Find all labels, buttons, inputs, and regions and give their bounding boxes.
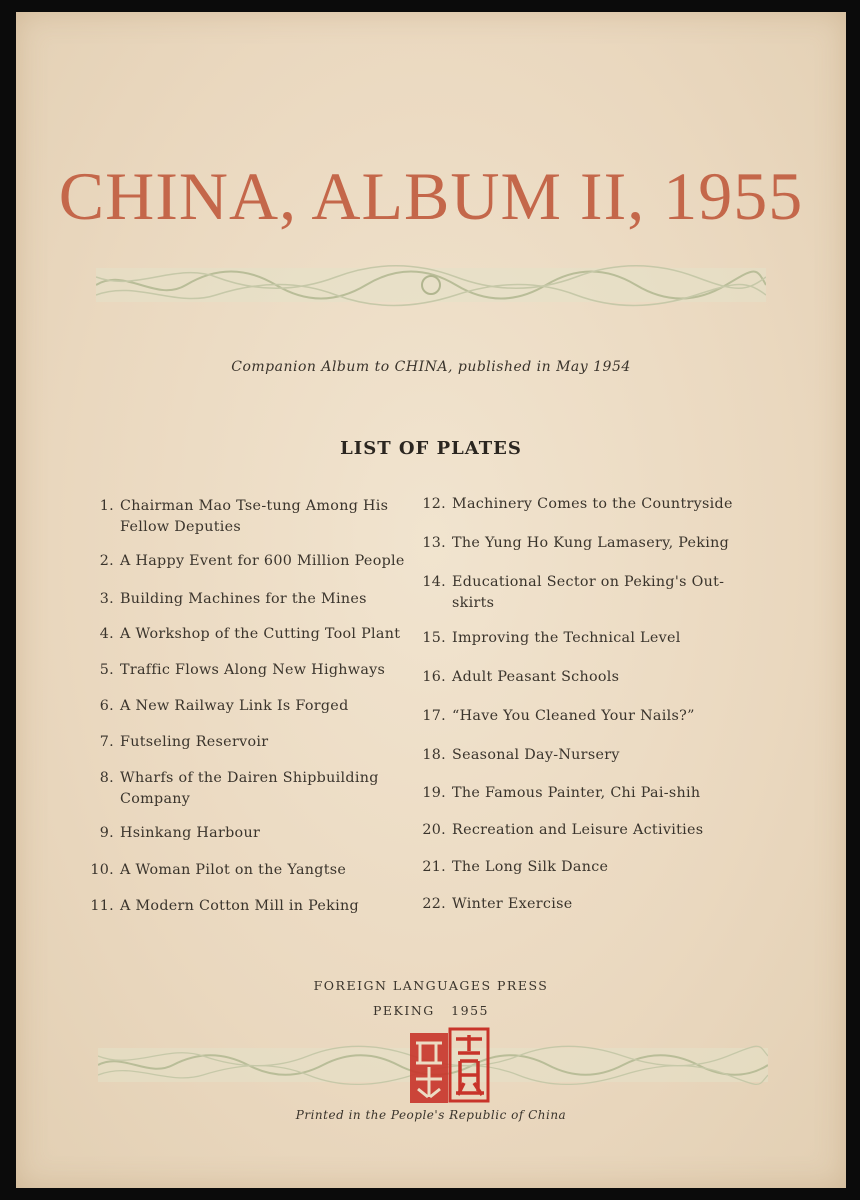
plate-number: 14.	[422, 574, 446, 590]
plate-number: 16.	[422, 669, 446, 685]
album-page	[16, 12, 846, 1188]
plate-number: 17.	[422, 708, 446, 724]
plate-number: 1.	[99, 498, 114, 514]
plate-title: Adult Peasant Schools	[452, 669, 620, 685]
plate-number: 6.	[99, 698, 114, 714]
plate-title: Recreation and Leisure Activities	[452, 822, 704, 838]
plate-number: 19.	[422, 785, 446, 801]
plate-title: A New Railway Link Is Forged	[120, 698, 349, 714]
plate-title: A Workshop of the Cutting Tool Plant	[120, 626, 401, 642]
plate-title: “Have You Cleaned Your Nails?”	[452, 708, 695, 724]
list-heading: LIST OF PLATES	[340, 438, 522, 459]
plate-title: Chairman Mao Tse-tung Among His	[120, 498, 389, 514]
plate-title: Seasonal Day-Nursery	[452, 747, 620, 763]
plate-title: Futseling Reservoir	[120, 734, 269, 750]
plate-number: 20.	[422, 822, 446, 838]
plate-number: 8.	[99, 770, 114, 786]
plate-number: 11.	[90, 898, 114, 914]
plate-title: Wharfs of the Dairen Shipbuilding	[120, 770, 379, 786]
plate-title: A Modern Cotton Mill in Peking	[120, 898, 359, 914]
plate-title: Company	[120, 791, 191, 807]
plate-number: 13.	[422, 535, 446, 551]
publication-place-year: PEKING 1955	[373, 1003, 489, 1018]
plate-title: Fellow Deputies	[120, 519, 242, 535]
plate-number: 5.	[99, 662, 114, 678]
plate-number: 15.	[422, 630, 446, 646]
plate-title: Machinery Comes to the Countryside	[452, 496, 733, 512]
decorative-border-top	[96, 262, 766, 308]
subtitle: Companion Album to CHINA, published in May 1954	[231, 359, 631, 375]
plate-number: 9.	[99, 825, 114, 841]
plate-title: The Famous Painter, Chi Pai-shih	[452, 785, 701, 801]
plate-number: 12.	[422, 496, 446, 512]
plate-number: 4.	[99, 626, 114, 642]
plate-title: Improving the Technical Level	[452, 630, 681, 646]
plate-number: 18.	[422, 747, 446, 763]
plate-number: 3.	[99, 591, 114, 607]
plate-number: 22.	[422, 896, 446, 912]
red-seal-stamp	[406, 1027, 492, 1109]
plate-title: The Long Silk Dance	[452, 859, 609, 875]
plate-title: A Happy Event for 600 Million People	[120, 553, 405, 569]
plate-title: The Yung Ho Kung Lamasery, Peking	[452, 535, 730, 551]
plate-title: Traffic Flows Along New Highways	[120, 662, 386, 678]
plate-number: 21.	[422, 859, 446, 875]
plate-number: 7.	[99, 734, 114, 750]
plate-title: Educational Sector on Peking's Out-	[452, 574, 725, 590]
plate-title: Hsinkang Harbour	[120, 825, 261, 841]
plate-title: Winter Exercise	[452, 896, 573, 912]
page-title: CHINA, ALBUM II, 1955	[58, 158, 804, 234]
plate-title: Building Machines for the Mines	[120, 591, 367, 607]
plate-title: A Woman Pilot on the Yangtse	[120, 862, 347, 878]
publisher-name: FOREIGN LANGUAGES PRESS	[313, 978, 549, 993]
plate-number: 10.	[90, 862, 114, 878]
plate-number: 2.	[99, 553, 114, 569]
plate-title: skirts	[452, 595, 495, 611]
printed-in-note: Printed in the People's Republic of China	[295, 1108, 567, 1122]
